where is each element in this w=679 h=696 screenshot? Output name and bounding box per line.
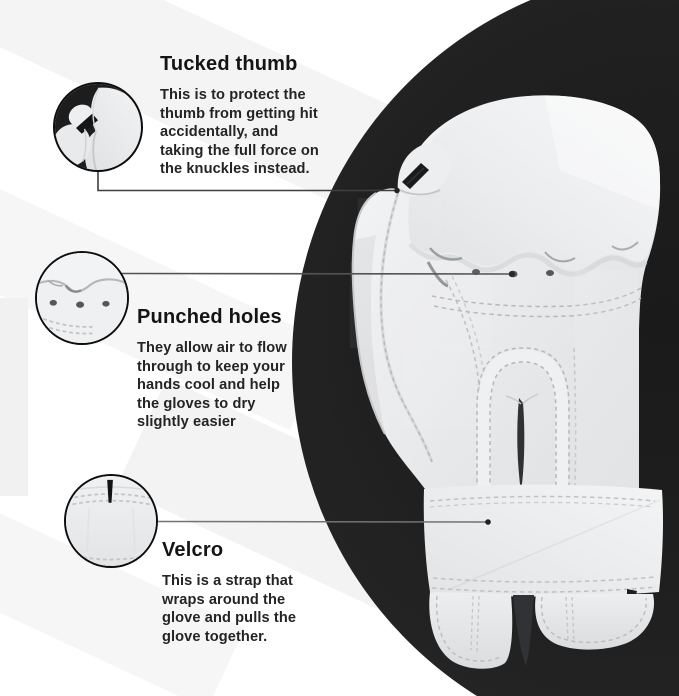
cuff-gap — [513, 595, 534, 666]
body-highlight — [575, 270, 638, 487]
velcro-closeup — [66, 476, 156, 566]
pointer-dot-punched-holes — [509, 271, 515, 277]
annotation-title: Punched holes — [137, 306, 282, 328]
cuff-right — [535, 594, 654, 650]
pointer-dot-velcro — [485, 519, 491, 525]
annotation-body: This is to protect the thumb from getting hit accidentally, and taking the full force on the knuckles instead. — [160, 87, 319, 178]
annotation-tucked-thumb — [160, 51, 319, 179]
cuff-left — [429, 592, 512, 669]
annotation-velcro — [162, 537, 296, 646]
annotation-punched-holes — [137, 304, 287, 432]
annotation-title: Tucked thumb — [160, 53, 298, 75]
callout-circle-tucked-thumb — [53, 82, 143, 172]
punched-hole — [546, 270, 554, 276]
punched-holes-closeup — [37, 253, 127, 343]
tucked-thumb-closeup — [55, 84, 141, 170]
annotation-title: Velcro — [162, 539, 224, 561]
annotation-body: They allow air to flow through to keep your hands cool and help the gloves to dry slightly easier — [137, 340, 287, 431]
callout-circle-punched-holes — [35, 251, 129, 345]
pointer-line-velcro — [158, 522, 488, 523]
pointer-dot-tucked-thumb — [394, 188, 400, 194]
watermark-patch — [358, 198, 442, 248]
watermark-patch — [350, 262, 492, 348]
pointer-line-punched-holes — [122, 274, 511, 275]
annotation-body: This is a strap that wraps around the glove and pulls the glove together. — [162, 573, 297, 645]
watermark-patch — [405, 345, 491, 429]
callout-circle-velcro — [64, 474, 158, 568]
